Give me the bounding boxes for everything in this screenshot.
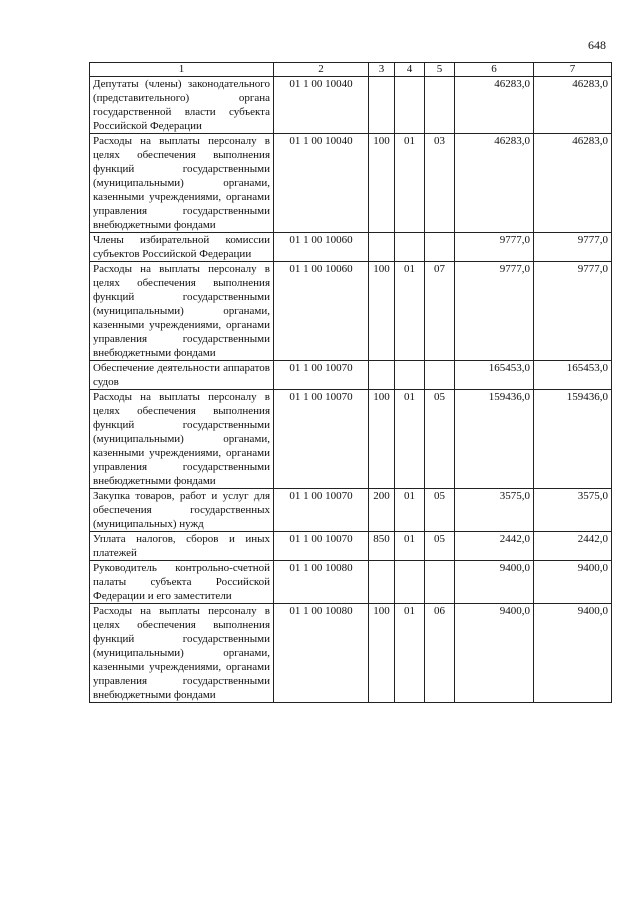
row-code: 01 1 00 10040 (274, 134, 369, 233)
row-code: 01 1 00 10070 (274, 532, 369, 561)
row-sum2: 46283,0 (534, 134, 612, 233)
row-code: 01 1 00 10040 (274, 77, 369, 134)
row-sum2: 9400,0 (534, 561, 612, 604)
row-vr: 100 (369, 604, 395, 703)
row-sum1: 9400,0 (455, 561, 534, 604)
row-pr: 05 (425, 532, 455, 561)
row-sum2: 159436,0 (534, 390, 612, 489)
row-name: Закупка товаров, работ и услуг для обеспечения государственных (муниципальных) нужд (90, 489, 274, 532)
row-rz (395, 361, 425, 390)
page-number: 648 (588, 38, 606, 52)
row-sum1: 159436,0 (455, 390, 534, 489)
row-pr: 07 (425, 262, 455, 361)
row-sum1: 3575,0 (455, 489, 534, 532)
row-code: 01 1 00 10070 (274, 489, 369, 532)
row-pr: 03 (425, 134, 455, 233)
row-sum2: 9777,0 (534, 233, 612, 262)
row-sum1: 165453,0 (455, 361, 534, 390)
row-code: 01 1 00 10080 (274, 561, 369, 604)
header-row (90, 63, 612, 77)
table-row (90, 77, 612, 134)
row-sum2: 9400,0 (534, 604, 612, 703)
row-sum1: 9777,0 (455, 262, 534, 361)
row-name: Расходы на выплаты персоналу в целях обеспечения выполнения функций государственными (муниципальными) органами, казенными учреждениями, органами управления государственными внебюджетными фондами (90, 604, 274, 703)
row-rz: 01 (395, 489, 425, 532)
row-pr: 06 (425, 604, 455, 703)
row-name: Члены избирательной комиссии субъектов Российской Федерации (90, 233, 274, 262)
row-rz: 01 (395, 390, 425, 489)
row-vr (369, 361, 395, 390)
row-rz: 01 (395, 134, 425, 233)
row-rz (395, 77, 425, 134)
row-name: Депутаты (члены) законодательного (представительного) органа государственной власти субъекта Российской Федерации (90, 77, 274, 134)
row-sum2: 165453,0 (534, 361, 612, 390)
row-name: Руководитель контрольно-счетной палаты субъекта Российской Федерации и его заместители (90, 561, 274, 604)
row-name: Расходы на выплаты персоналу в целях обеспечения выполнения функций государственными (муниципальными) органами, казенными учреждениями, органами управления государственными внебюджетными фондами (90, 262, 274, 361)
row-rz: 01 (395, 262, 425, 361)
row-name: Расходы на выплаты персоналу в целях обеспечения выполнения функций государственными (муниципальными) органами, казенными учреждениями, органами управления государственными внебюджетными фондами (90, 390, 274, 489)
row-code: 01 1 00 10060 (274, 233, 369, 262)
row-name: Обеспечение деятельности аппаратов судов (90, 361, 274, 390)
row-code: 01 1 00 10060 (274, 262, 369, 361)
row-code: 01 1 00 10080 (274, 604, 369, 703)
header-cell: 1 (90, 63, 274, 77)
row-code: 01 1 00 10070 (274, 390, 369, 489)
row-vr (369, 561, 395, 604)
row-name: Расходы на выплаты персоналу в целях обеспечения выполнения функций государственными (муниципальными) органами, казенными учреждениями, органами управления государственными внебюджетными фондами (90, 134, 274, 233)
row-vr (369, 233, 395, 262)
row-name: Уплата налогов, сборов и иных платежей (90, 532, 274, 561)
table-row (90, 233, 612, 262)
row-pr (425, 561, 455, 604)
row-sum1: 46283,0 (455, 77, 534, 134)
budget-table (89, 62, 612, 703)
table-row (90, 561, 612, 604)
row-vr: 100 (369, 262, 395, 361)
row-rz (395, 233, 425, 262)
row-vr: 850 (369, 532, 395, 561)
row-rz (395, 561, 425, 604)
row-vr (369, 77, 395, 134)
row-code: 01 1 00 10070 (274, 361, 369, 390)
row-pr: 05 (425, 489, 455, 532)
header-cell: 3 (369, 63, 395, 77)
table-row (90, 134, 612, 233)
table-row (90, 262, 612, 361)
table-row (90, 361, 612, 390)
row-sum2: 9777,0 (534, 262, 612, 361)
header-cell: 2 (274, 63, 369, 77)
row-vr: 100 (369, 134, 395, 233)
row-pr (425, 233, 455, 262)
row-pr (425, 361, 455, 390)
row-sum2: 46283,0 (534, 77, 612, 134)
row-vr: 100 (369, 390, 395, 489)
header-cell: 7 (534, 63, 612, 77)
header-cell: 4 (395, 63, 425, 77)
header-cell: 6 (455, 63, 534, 77)
table-row (90, 532, 612, 561)
table-row (90, 390, 612, 489)
header-cell: 5 (425, 63, 455, 77)
row-sum2: 2442,0 (534, 532, 612, 561)
row-sum2: 3575,0 (534, 489, 612, 532)
row-sum1: 2442,0 (455, 532, 534, 561)
row-pr: 05 (425, 390, 455, 489)
row-rz: 01 (395, 532, 425, 561)
row-sum1: 9777,0 (455, 233, 534, 262)
row-rz: 01 (395, 604, 425, 703)
row-vr: 200 (369, 489, 395, 532)
table-row (90, 489, 612, 532)
table-row (90, 604, 612, 703)
row-sum1: 9400,0 (455, 604, 534, 703)
row-sum1: 46283,0 (455, 134, 534, 233)
row-pr (425, 77, 455, 134)
